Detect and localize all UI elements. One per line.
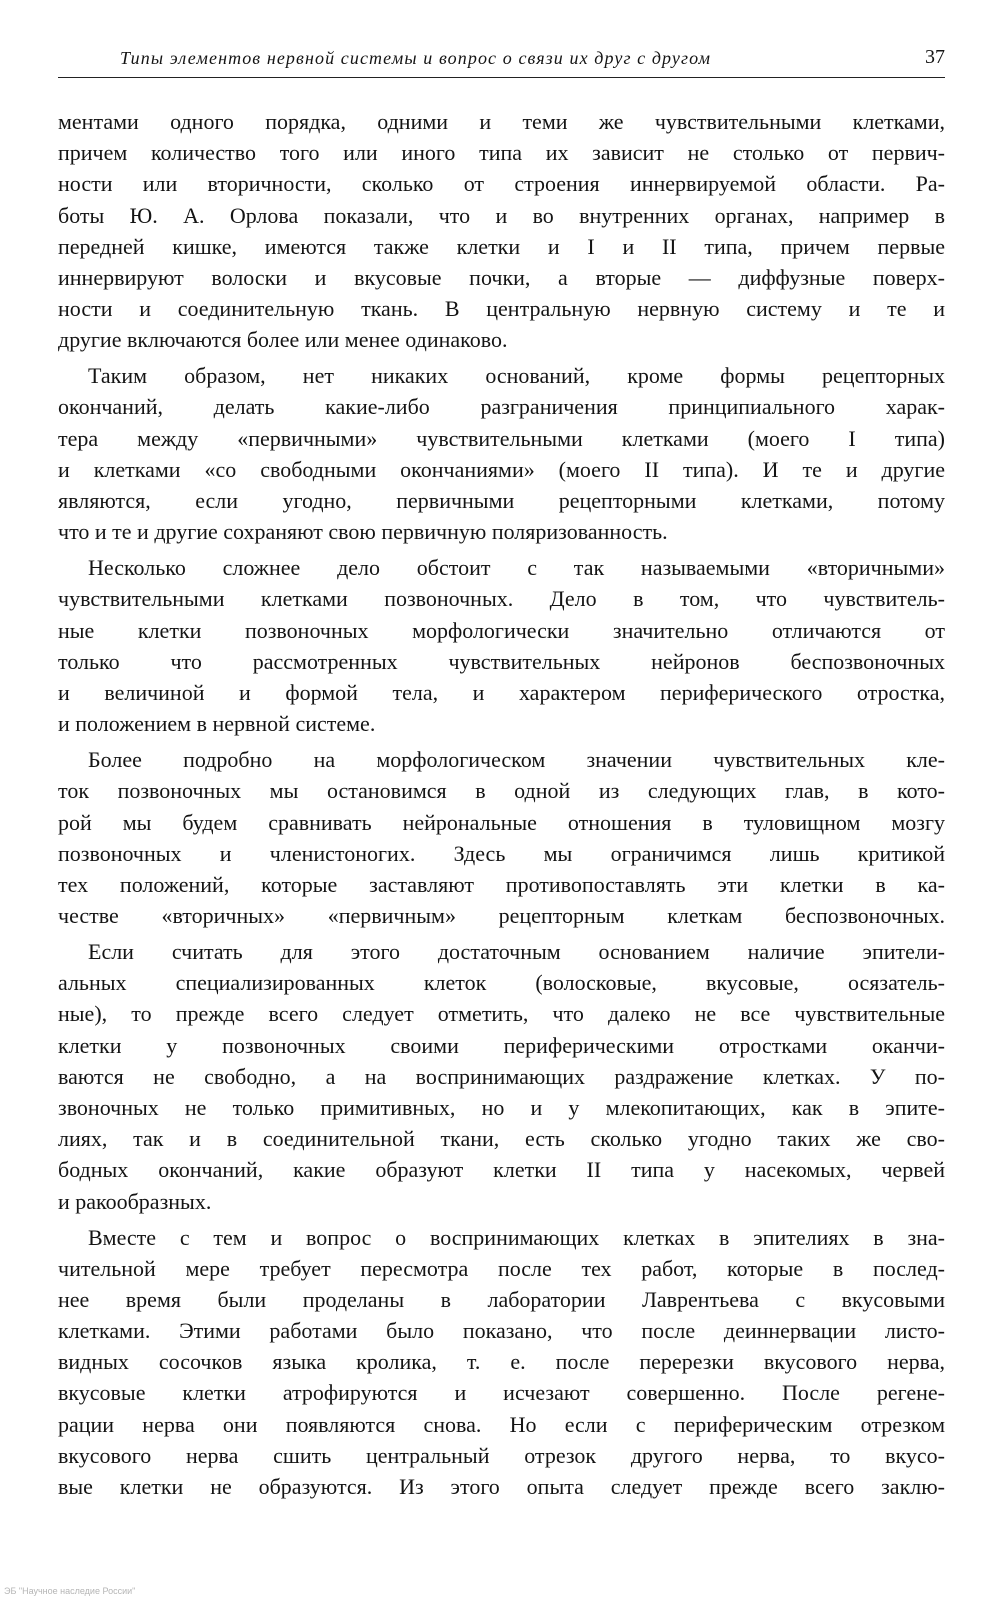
text-line: передней кишке, имеются также клетки и I и II типа, причем первые (58, 233, 945, 259)
text-line: видных сосочков языка кролика, т. е. после перерезки вкусового нерва, (58, 1349, 945, 1375)
running-title: Типы элементов нервной системы и вопрос о связи их друг с другом (120, 48, 712, 68)
paragraph-2 (58, 360, 945, 547)
paragraph-5 (58, 936, 945, 1217)
paragraph-6 (58, 1222, 945, 1503)
text-line: чительной мере требует пересмотра после тех работ, которые в послед- (58, 1255, 945, 1281)
text-line: тех положений, которые заставляют противопоставлять эти клетки в ка- (58, 871, 945, 897)
text-line: и положением в нервной системе. (58, 711, 376, 737)
text-line: другие включаются более или менее одинаково. (58, 327, 508, 353)
text-line: клетки у позвоночных своими периферическими отростками оканчи- (58, 1032, 945, 1058)
text-line: чувствительными клетками позвоночных. Дело в том, что чувствитель- (58, 586, 945, 612)
text-line: клетками. Этими работами было показано, что после деиннервации листо- (58, 1318, 945, 1344)
text-line: вые клетки не образуются. Из этого опыта следует прежде всего заклю- (58, 1474, 945, 1500)
text-line: ваются не свободно, а на воспринимающих раздражение клетках. У по- (58, 1063, 945, 1089)
text-line: вкусового нерва сшить центральный отрезок другого нерва, то вкусо- (58, 1442, 945, 1468)
text-line: только что рассмотренных чувствительных нейронов беспозвоночных (58, 648, 945, 674)
text-line: и величиной и формой тела, и характером периферического отростка, (58, 679, 945, 705)
text-line: Если считать для этого достаточным основанием наличие эпители- (88, 939, 945, 965)
text-line: боты Ю. А. Орлова показали, что и во внутренних органах, например в (58, 202, 945, 228)
paragraph-3 (58, 552, 945, 739)
text-line: ные), то прежде всего следует отметить, что далеко не все чувствительные (58, 1001, 945, 1027)
watermark: ЭБ "Научное наследие России" (4, 1586, 136, 1596)
text-line: ток позвоночных мы остановимся в одной из следующих глав, в кото- (58, 778, 945, 804)
text-line: окончаний, делать какие-либо разграничения принципиального харак- (58, 394, 945, 420)
body-text (58, 106, 945, 1507)
text-line: и клетками «со свободными окончаниями» (моего II типа). И те и другие (58, 456, 945, 482)
running-head (60, 46, 945, 76)
text-line: Таким образом, нет никаких оснований, кроме формы рецепторных (88, 363, 945, 389)
text-line: ности или вторичности, сколько от строения иннервируемой области. Ра- (58, 171, 945, 197)
paragraph-1 (58, 106, 945, 356)
text-line: звоночных не только примитивных, но и у млекопитающих, как в эпите- (58, 1095, 945, 1120)
text-line: ности и соединительную ткань. В центральную нервную систему и те и (58, 296, 945, 322)
text-line: Более подробно на морфологическом значении чувствительных кле- (88, 747, 945, 773)
text-line: позвоночных и членистоногих. Здесь мы ограничимся лишь критикой (58, 840, 945, 866)
text-line: рации нерва они появляются снова. Но если с периферическим отрезком (58, 1411, 945, 1437)
text-line: альных специализированных клеток (волосковые, вкусовые, осязатель- (58, 970, 945, 996)
text-line: являются, если угодно, первичными рецепторными клетками, потому (58, 488, 945, 514)
text-line: нее время были проделаны в лаборатории Лаврентьева с вкусовыми (58, 1286, 945, 1312)
text-line: рой мы будем сравнивать нейрональные отношения в туловищном мозгу (58, 809, 945, 835)
text-line: иннервируют волоски и вкусовые почки, а вторые — диффузные поверх- (58, 264, 945, 290)
text-line: вкусовые клетки атрофируются и исчезают совершенно. После регене- (58, 1380, 945, 1406)
paragraph-4 (58, 744, 945, 931)
text-line: и ракообразных. (58, 1188, 212, 1214)
text-line: лиях, так и в соединительной ткани, есть сколько угодно таких же сво- (58, 1126, 945, 1152)
text-line: что и те и другие сохраняют свою первичную поляризованность. (58, 519, 668, 545)
text-line: Несколько сложнее дело обстоит с так называемыми «вторичными» (88, 555, 945, 581)
text-line: Вместе с тем и вопрос о воспринимающих клетках в эпителиях в зна- (88, 1224, 945, 1250)
text-line: ные клетки позвоночных морфологически значительно отличаются от (58, 617, 945, 643)
text-line: честве «вторичных» «первичным» рецепторным клеткам беспозвоночных. (58, 903, 945, 929)
text-line: причем количество того или иного типа их зависит не столько от первич- (58, 140, 945, 166)
text-line: бодных окончаний, какие образуют клетки II типа у насекомых, червей (58, 1157, 945, 1183)
header-divider (58, 77, 945, 78)
page-number: 37 (925, 46, 945, 68)
text-line: ментами одного порядка, одними и теми же чувствительными клетками, (58, 109, 945, 134)
text-line: тера между «первичными» чувствительными клетками (моего I типа) (58, 425, 945, 451)
